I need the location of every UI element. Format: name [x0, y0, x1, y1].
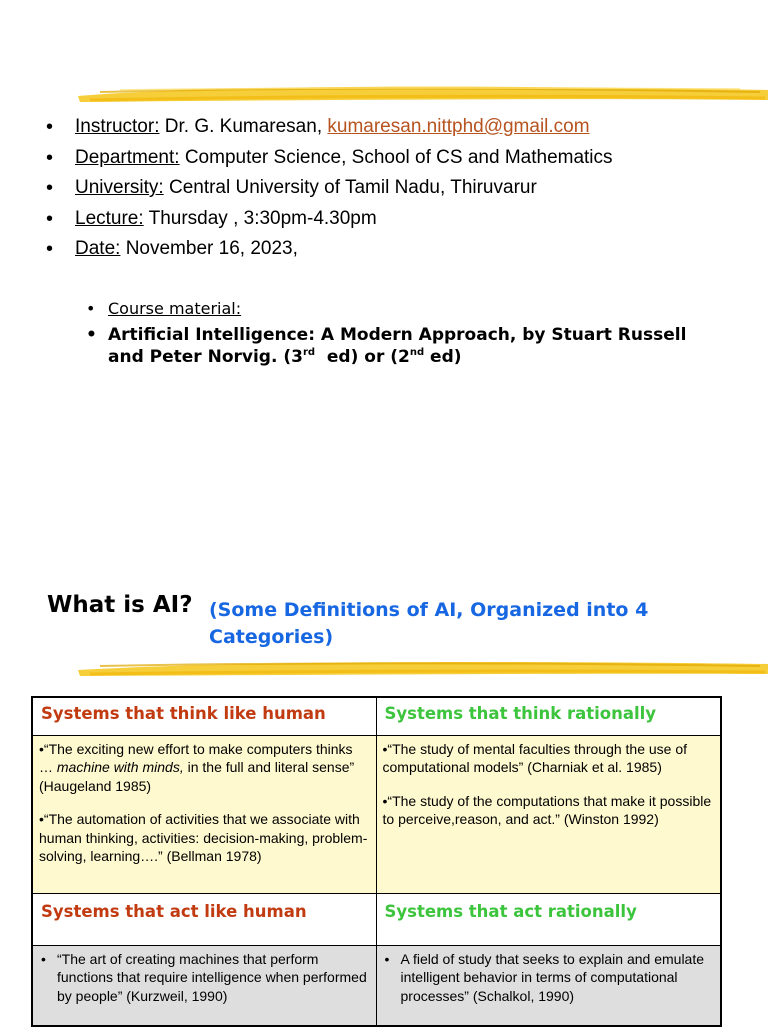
yellow-brush-stroke-bottom [0, 654, 768, 682]
book-text-1: Artificial Intelligence: A Modern Approach, by Stuart Russell and Peter Norvig. (3 [108, 325, 687, 367]
course-material-label: • Course material: [86, 298, 726, 320]
lecture-label: Lecture: [75, 207, 144, 229]
think-rational-def-1: •“The study of mental faculties through the use of computational models” (Charniak et al. 1985) [382, 740, 688, 775]
def-text: in the full and literal sense” (Haugeland 1985) [39, 759, 378, 794]
def-italic: machine with minds, [56, 759, 184, 775]
textbook-reference [86, 324, 726, 368]
book-text-3: ed) [424, 347, 462, 367]
date-item [46, 234, 613, 265]
think-human-def-2: •“The automation of activities that we associate with human thinking, activities: decision-making, problem-solving, learning….” (Bellman 1978) [39, 811, 368, 864]
yellow-brush-stroke-top [0, 78, 768, 108]
instructor-value: Dr. G. Kumaresan, [159, 116, 328, 137]
book-sup-1: rd [302, 347, 316, 358]
heading-title: What is AI? [47, 592, 193, 618]
act-rational-def-1: • A field of study that seeks to explain and emulate intelligent behavior in terms of computational processes” (Schalkol, 1990) [383, 950, 715, 1006]
act-human-header: Systems that act like human [32, 893, 376, 945]
ai-definitions-table [31, 696, 722, 1027]
act-rational-header: Systems that act rationally [376, 893, 721, 945]
lecture-info-list [46, 112, 613, 265]
act-human-cell [32, 945, 376, 1026]
book-sup-2: nd [409, 347, 425, 358]
think-rational-header: Systems that think rationally [376, 697, 721, 735]
date-value: November 16, 2023, [120, 238, 298, 260]
heading-subtitle: (Some Definitions of AI, Organized into 4 Categories) [209, 599, 649, 648]
university-label: University: [75, 177, 164, 199]
table-row [32, 893, 721, 945]
think-rational-cell [376, 735, 721, 893]
def-text: •“The exciting new effort to make computers thinks … [39, 740, 353, 775]
book-text-2: ed) or (2 [315, 347, 410, 367]
think-rational-def-2: •“The study of the computations that make it possible to perceive,reason, and act.” (Winston 1992) [382, 792, 712, 827]
department-item [46, 143, 613, 174]
lecture-item [46, 204, 613, 235]
instructor-item [46, 112, 613, 143]
table-row [32, 697, 721, 735]
university-value: Central University of Tamil Nadu, Thiruvarur [163, 177, 537, 199]
university-item [46, 173, 613, 204]
table-row [32, 735, 721, 893]
act-rational-cell [376, 945, 721, 1026]
lecture-value: Thursday , 3:30pm-4.30pm [143, 207, 377, 229]
date-label: Date: [75, 238, 121, 260]
think-human-def-1 [39, 740, 378, 796]
instructor-label: Instructor: [75, 116, 160, 137]
think-human-header: Systems that think like human [32, 697, 376, 735]
department-value: Computer Science, School of CS and Mathematics [179, 146, 613, 168]
department-label: Department: [75, 146, 180, 168]
act-human-def-1: • “The art of creating machines that perform functions that require intelligence when performed by people” (Kurzweil, 1990) [39, 950, 370, 1006]
what-is-ai-heading [47, 592, 649, 648]
course-material-section [86, 298, 726, 368]
instructor-email-link[interactable]: kumaresan.nittphd@gmail.com [327, 116, 590, 137]
table-row [32, 945, 721, 1026]
think-human-cell [32, 735, 376, 893]
